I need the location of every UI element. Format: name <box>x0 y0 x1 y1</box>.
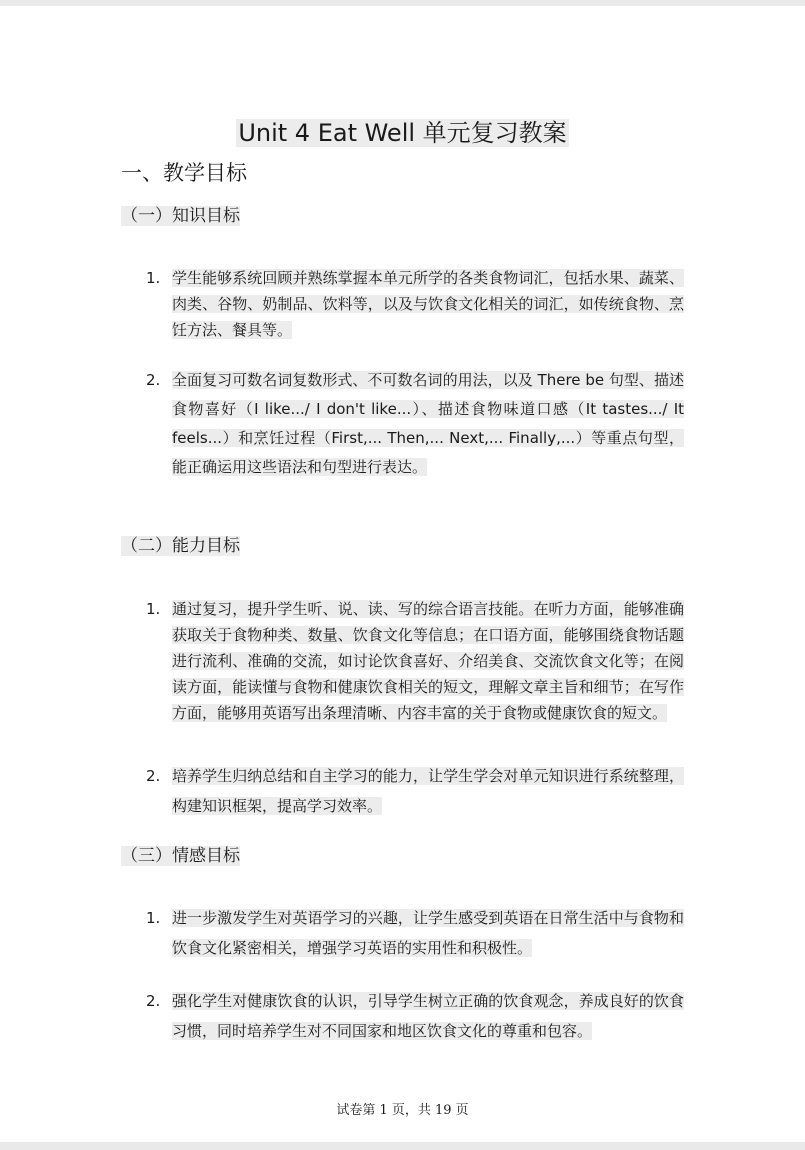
list-item-text: 学生能够系统回顾并熟练掌握本单元所学的各类食物词汇，包括水果、蔬菜、肉类、谷物、奶制品、饮料等，以及与饮食文化相关的词汇，如传统食物、烹饪方法、餐具等。 <box>172 269 684 339</box>
list-number: 1. <box>146 909 161 927</box>
list-number: 2. <box>146 767 161 785</box>
page-footer: 试卷第 1 页，共 19 页 <box>336 1103 469 1118</box>
section-heading-teaching-goals: 一、教学目标 <box>121 161 247 185</box>
list-number: 1. <box>146 600 161 618</box>
list-item-text: 进一步激发学生对英语学习的兴趣，让学生感受到英语在日常生活中与食物和饮食文化紧密相关，增强学习英语的实用性和积极性。 <box>172 909 684 957</box>
document-page <box>0 6 805 1142</box>
list-number: 2. <box>146 371 161 389</box>
list-item-text: 强化学生对健康饮食的认识，引导学生树立正确的饮食观念，养成良好的饮食习惯，同时培养学生对不同国家和地区饮食文化的尊重和包容。 <box>172 992 684 1040</box>
list-number: 2. <box>146 992 161 1010</box>
subheading-knowledge-goals: （一）知识目标 <box>121 206 240 226</box>
list-number: 1. <box>146 269 161 287</box>
document-title: Unit 4 Eat Well 单元复习教案 <box>238 119 567 147</box>
list-item-text: 通过复习，提升学生听、说、读、写的综合语言技能。在听力方面，能够准确获取关于食物种类、数量、饮食文化等信息；在口语方面，能够围绕食物话题进行流利、准确的交流，如讨论饮食喜好、介绍美食、交流饮食文化等；在阅读方面，能读懂与食物和健康饮食相关的短文，理解文章主旨和细节；在写作方面，能够用英语写出条理清晰、内容丰富的关于食物或健康饮食的短文。 <box>172 600 684 722</box>
subheading-ability-goals: （二）能力目标 <box>121 536 240 556</box>
list-item-text: 培养学生归纳总结和自主学习的能力，让学生学会对单元知识进行系统整理，构建知识框架，提高学习效率。 <box>172 767 684 815</box>
subheading-emotional-goals: （三）情感目标 <box>121 846 240 866</box>
list-item-text: 全面复习可数名词复数形式、不可数名词的用法，以及 There be 句型、描述食物喜好（I like.../ I don't like...）、描述食物味道口感（It tastes.../ It feels...）和烹饪过程（First,... Then,... Next,... Finally,...）等重点句型，能正确运用这些语法和句型进行表达。 <box>172 371 684 476</box>
